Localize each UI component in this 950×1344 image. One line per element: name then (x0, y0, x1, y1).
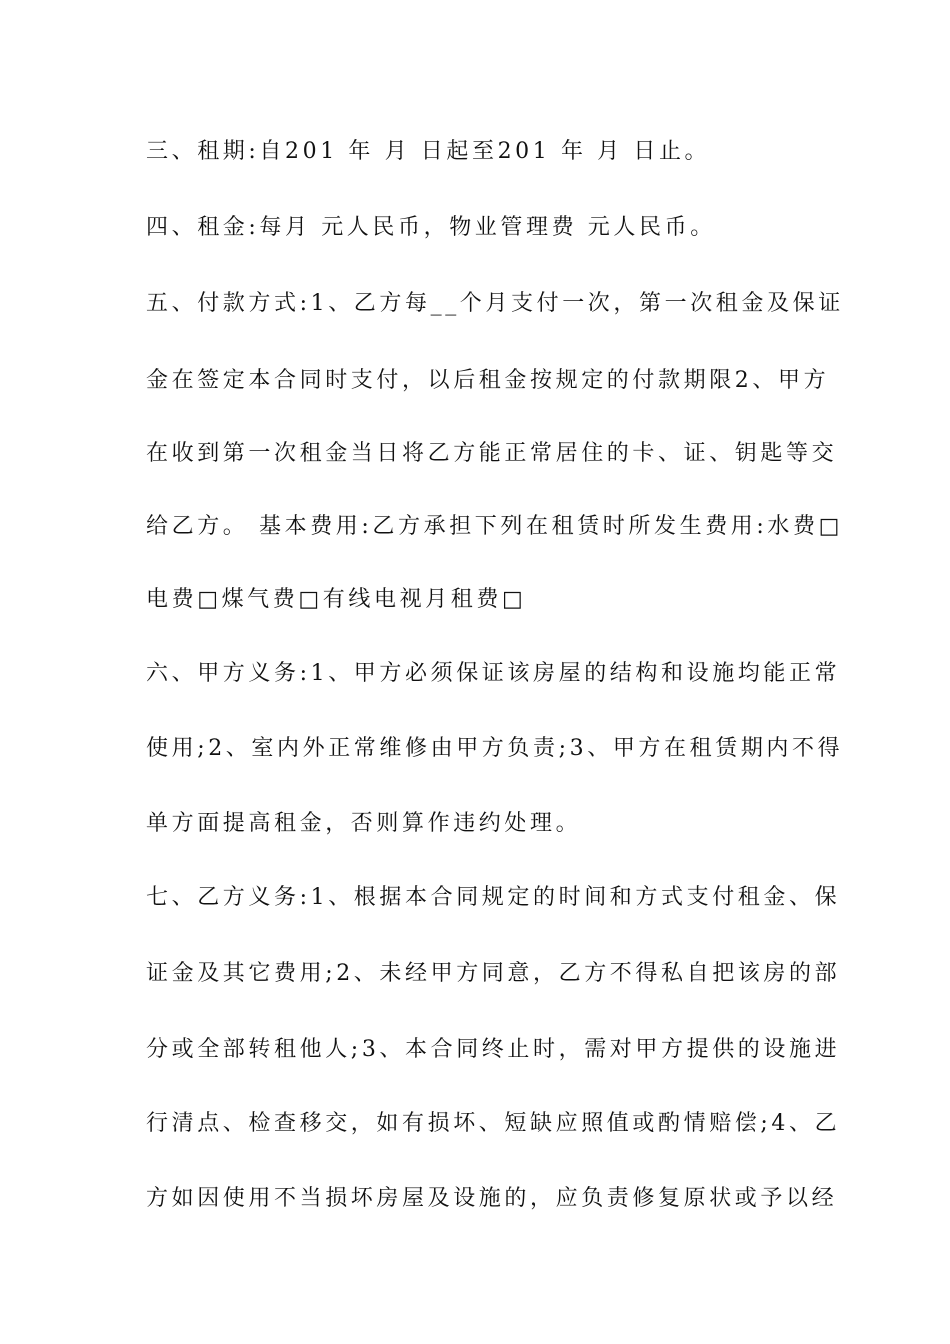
clause-6-party-a-line-2: 使用;2、室内外正常维修由甲方负责;3、甲方在租赁期内不得 (146, 736, 844, 761)
clause-4-rent: 四、租金:每月 元人民币，物业管理费 元人民币。 (146, 215, 716, 240)
clause-7-party-b-line-4: 行清点、检查移交，如有损坏、短缺应照值或酌情赔偿;4、乙 (146, 1111, 841, 1136)
clause-7-party-b-line-5: 方如因使用不当损坏房屋及设施的，应负责修复原状或予以经 (146, 1186, 838, 1211)
clause-5-payment-line-1: 五、付款方式:1、乙方每__个月支付一次，第一次租金及保证 (146, 291, 844, 316)
clause-6-party-a-line-3: 单方面提高租金，否则算作违约处理。 (146, 811, 582, 836)
clause-7-party-b-line-2: 证金及其它费用;2、未经甲方同意，乙方不得私自把该房的部 (146, 961, 841, 986)
clause-5-payment-line-3: 在收到第一次租金当日将乙方能正常居住的卡、证、钥匙等交 (146, 441, 838, 466)
clause-5-payment-line-4: 给乙方。 基本费用:乙方承担下列在租赁时所发生费用:水费□ (146, 514, 844, 539)
clause-3-lease-term: 三、租期:自201 年 月 日起至201 年 月 日止。 (146, 139, 711, 164)
clause-7-party-b-line-3: 分或全部转租他人;3、本合同终止时，需对甲方提供的设施进 (146, 1037, 841, 1062)
clause-5-payment-line-5: 电费□煤气费□有线电视月租费□ (146, 587, 527, 612)
clause-6-party-a-line-1: 六、甲方义务:1、甲方必须保证该房屋的结构和设施均能正常 (146, 661, 841, 686)
clause-5-payment-line-2: 金在签定本合同时支付，以后租金按规定的付款期限2、甲方 (146, 368, 830, 393)
clause-7-party-b-line-1: 七、乙方义务:1、根据本合同规定的时间和方式支付租金、保 (146, 885, 841, 910)
